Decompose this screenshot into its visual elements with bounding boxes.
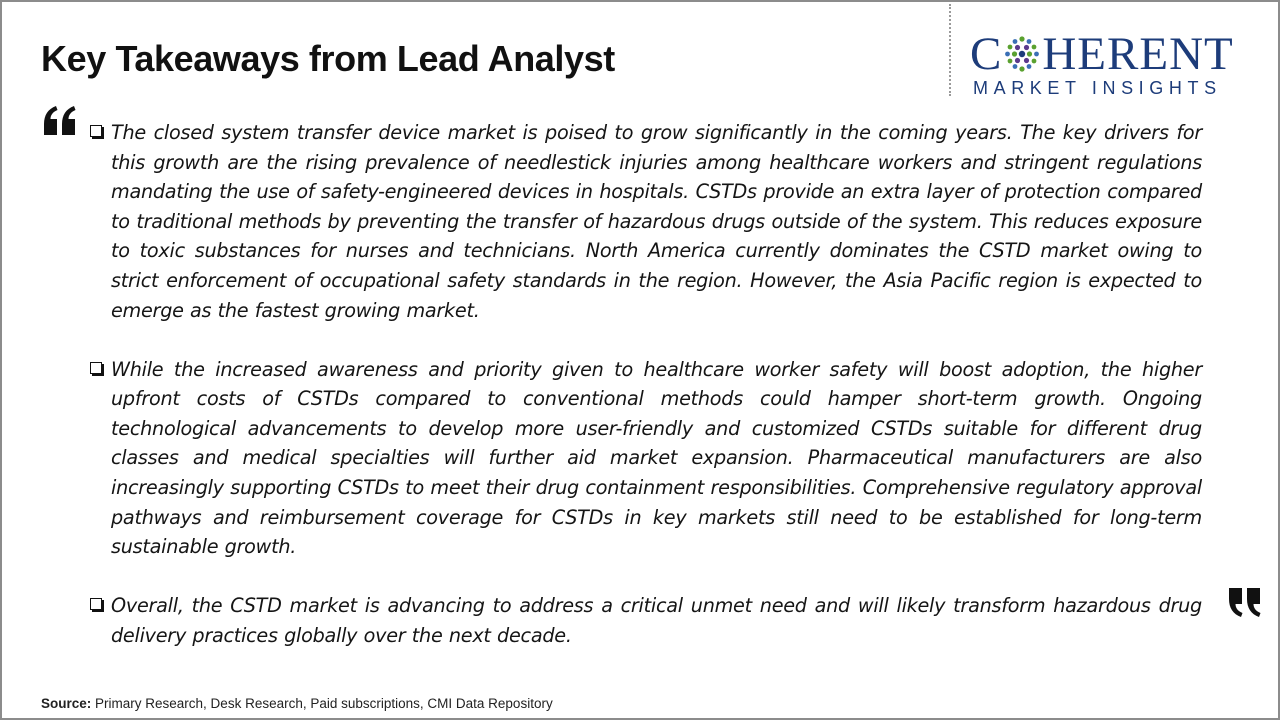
logo-letter-c: C [970, 28, 1003, 80]
company-logo [970, 28, 1270, 102]
takeaway-item [90, 355, 1202, 562]
header-divider [949, 4, 951, 96]
checkbox-bullet-icon [90, 125, 102, 137]
takeaway-text: Overall, the CSTD market is advancing to address a critical unmet need and will likely transform hazardous drug delivery practices globally over the next decade. [111, 594, 1202, 647]
source-note [41, 696, 553, 711]
takeaway-item [90, 591, 1202, 650]
takeaway-item [90, 118, 1202, 325]
source-label: Source: [41, 696, 92, 711]
quote-close-icon [1226, 586, 1262, 618]
takeaway-text: The closed system transfer device market is poised to grow significantly in the coming years. The key drivers for this growth are the rising prevalence of needlestick injuries among healthcare workers and stringent regulations mandating the use of safety-engineered devices in hospitals. CSTDs provide an extra layer of protection compared to traditional methods by preventing the transfer of hazardous drugs outside of the system. This reduces exposure to toxic substances for nurses and technicians. North America currently dominates the CSTD market owing to strict enforcement of occupational safety standards in the region. However, the Asia Pacific region is expected to emerge as the fastest growing market. [111, 121, 1202, 322]
quote-open-icon [42, 105, 78, 137]
source-text: Primary Research, Desk Research, Paid subscriptions, CMI Data Repository [95, 696, 553, 711]
logo-letters-herent: HERENT [1042, 28, 1234, 80]
logo-wordmark [970, 28, 1234, 80]
page-title: Key Takeaways from Lead Analyst [41, 38, 615, 79]
logo-tagline: MARKET INSIGHTS [973, 78, 1222, 98]
takeaways-list [90, 118, 1202, 680]
checkbox-bullet-icon [90, 598, 102, 610]
takeaway-text: While the increased awareness and priority given to healthcare worker safety will boost adoption, the higher upfront costs of CSTDs compared to conventional methods could hamper short-term growth. Ongoing technological advancements to develop more user-friendly and customized CSTDs suitable for different drug classes and medical specialties will further aid market expansion. Pharmaceutical manufacturers are also increasingly supporting CSTDs to meet their drug containment responsibilities. Comprehensive regulatory approval pathways and reimbursement coverage for CSTDs in key markets still need to be established for long-term sustainable growth. [111, 357, 1202, 559]
checkbox-bullet-icon [90, 362, 102, 374]
logo-dot-globe-icon [1003, 35, 1041, 73]
